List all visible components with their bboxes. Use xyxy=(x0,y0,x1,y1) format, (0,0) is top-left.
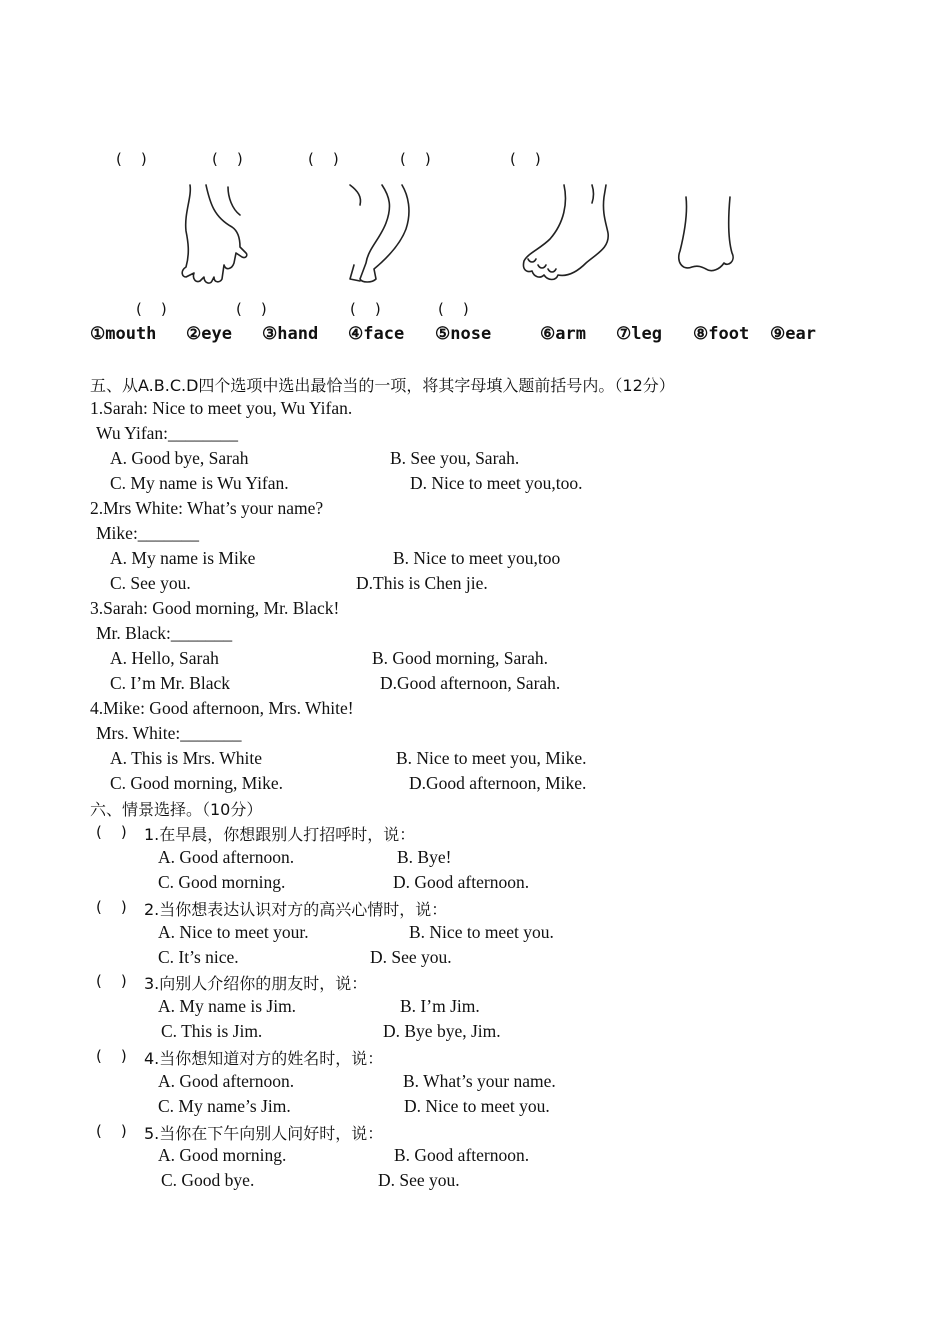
option-b: B. Nice to meet you, Mike. xyxy=(396,748,587,768)
option-a: A. This is Mrs. White xyxy=(110,748,262,768)
answer-blank[interactable]: ( ) xyxy=(308,150,339,168)
word-bank-item: ②eye xyxy=(186,324,232,344)
word-bank-item: ⑦leg xyxy=(616,324,662,344)
option-c: C. This is Jim. xyxy=(161,1021,263,1041)
option-c: C. My name is Wu Yifan. xyxy=(110,473,289,493)
option-b: B. Good afternoon. xyxy=(394,1145,530,1165)
option-c: C. Good morning, Mike. xyxy=(110,773,284,793)
foot-icon xyxy=(520,183,612,287)
question-prompt: 3.Sarah: Good morning, Mr. Black! xyxy=(90,598,340,618)
option-a: A. My name is Mike xyxy=(110,548,256,568)
option-a: A. Hello, Sarah xyxy=(110,648,219,668)
option-c: C. My name’s Jim. xyxy=(158,1096,291,1116)
option-c: C. I’m Mr. Black xyxy=(110,673,231,693)
answer-blank[interactable]: ( ) xyxy=(438,300,469,318)
option-d: D. See you. xyxy=(370,947,452,967)
answer-blank[interactable]: ( ) xyxy=(510,150,541,168)
option-d: D. Nice to meet you. xyxy=(404,1096,550,1116)
question-prompt: 1.在早晨，你想跟别人打招呼时，说： xyxy=(144,825,416,844)
word-bank-item: ⑤nose xyxy=(435,324,492,344)
option-c: C. See you. xyxy=(110,573,191,593)
option-b: B. Good morning, Sarah. xyxy=(372,648,548,668)
hand-icon xyxy=(176,183,256,287)
question-prompt: 2.当你想表达认识对方的高兴心情时，说： xyxy=(144,900,448,919)
option-d: D.This is Chen jie. xyxy=(356,573,488,593)
question-prompt: 2.Mrs White: What’s your name? xyxy=(90,498,324,518)
answer-line[interactable]: Mr. Black:_______ xyxy=(96,623,233,643)
option-c: C. Good morning. xyxy=(158,872,286,892)
answer-blank[interactable]: ( ) xyxy=(350,300,381,318)
option-b: B. I’m Jim. xyxy=(400,996,480,1016)
option-a: A. Good bye, Sarah xyxy=(110,448,249,468)
arm-icon xyxy=(346,183,416,287)
word-bank-item: ①mouth xyxy=(90,324,157,344)
question-prompt: 5.当你在下午向别人问好时，说： xyxy=(144,1124,384,1143)
option-a: A. Nice to meet your. xyxy=(158,922,309,942)
option-a: A. Good afternoon. xyxy=(158,847,295,867)
answer-line[interactable]: Wu Yifan:________ xyxy=(96,423,239,443)
option-b: B. What’s your name. xyxy=(403,1071,556,1091)
answer-blank[interactable]: ( ) xyxy=(116,150,147,168)
section-heading: 五、从A.B.C.D四个选项中选出最恰当的一项，将其字母填入题前括号内。（12分） xyxy=(90,376,675,395)
option-d: D. Nice to meet you,too. xyxy=(410,473,583,493)
question-prompt: 4.当你想知道对方的姓名时，说： xyxy=(144,1049,384,1068)
option-d: D. See you. xyxy=(378,1170,460,1190)
question-prompt: 1.Sarah: Nice to meet you, Wu Yifan. xyxy=(90,398,353,418)
answer-line[interactable]: Mrs. White:_______ xyxy=(96,723,242,743)
option-d: D.Good afternoon, Mike. xyxy=(409,773,587,793)
option-d: D. Good afternoon. xyxy=(393,872,530,892)
answer-blank[interactable]: ( ) xyxy=(96,1122,127,1140)
question-prompt: 4.Mike: Good afternoon, Mrs. White! xyxy=(90,698,354,718)
answer-line[interactable]: Mike:_______ xyxy=(96,523,200,543)
option-d: D. Bye bye, Jim. xyxy=(383,1021,501,1041)
word-bank-item: ⑧foot xyxy=(693,324,750,344)
answer-blank[interactable]: ( ) xyxy=(96,898,127,916)
answer-blank[interactable]: ( ) xyxy=(236,300,267,318)
word-bank-item: ⑥arm xyxy=(540,324,586,344)
option-b: B. Nice to meet you. xyxy=(409,922,554,942)
option-d: D.Good afternoon, Sarah. xyxy=(380,673,561,693)
answer-blank[interactable]: ( ) xyxy=(136,300,167,318)
word-bank-item: ④face xyxy=(348,324,405,344)
answer-blank[interactable]: ( ) xyxy=(96,972,127,990)
leg-icon xyxy=(676,195,738,275)
answer-blank[interactable]: ( ) xyxy=(400,150,431,168)
option-c: C. It’s nice. xyxy=(158,947,239,967)
word-bank-item: ⑨ear xyxy=(770,324,816,344)
section-heading: 六、情景选择。（10分） xyxy=(90,800,263,819)
option-a: A. Good morning. xyxy=(158,1145,287,1165)
answer-blank[interactable]: ( ) xyxy=(96,823,127,841)
option-c: C. Good bye. xyxy=(161,1170,255,1190)
option-a: A. My name is Jim. xyxy=(158,996,297,1016)
option-a: A. Good afternoon. xyxy=(158,1071,295,1091)
answer-blank[interactable]: ( ) xyxy=(212,150,243,168)
word-bank-item: ③hand xyxy=(262,324,319,344)
option-b: B. Nice to meet you,too xyxy=(393,548,561,568)
option-b: B. Bye! xyxy=(397,847,452,867)
option-b: B. See you, Sarah. xyxy=(390,448,520,468)
answer-blank[interactable]: ( ) xyxy=(96,1047,127,1065)
question-prompt: 3.向别人介绍你的朋友时，说： xyxy=(144,974,368,993)
